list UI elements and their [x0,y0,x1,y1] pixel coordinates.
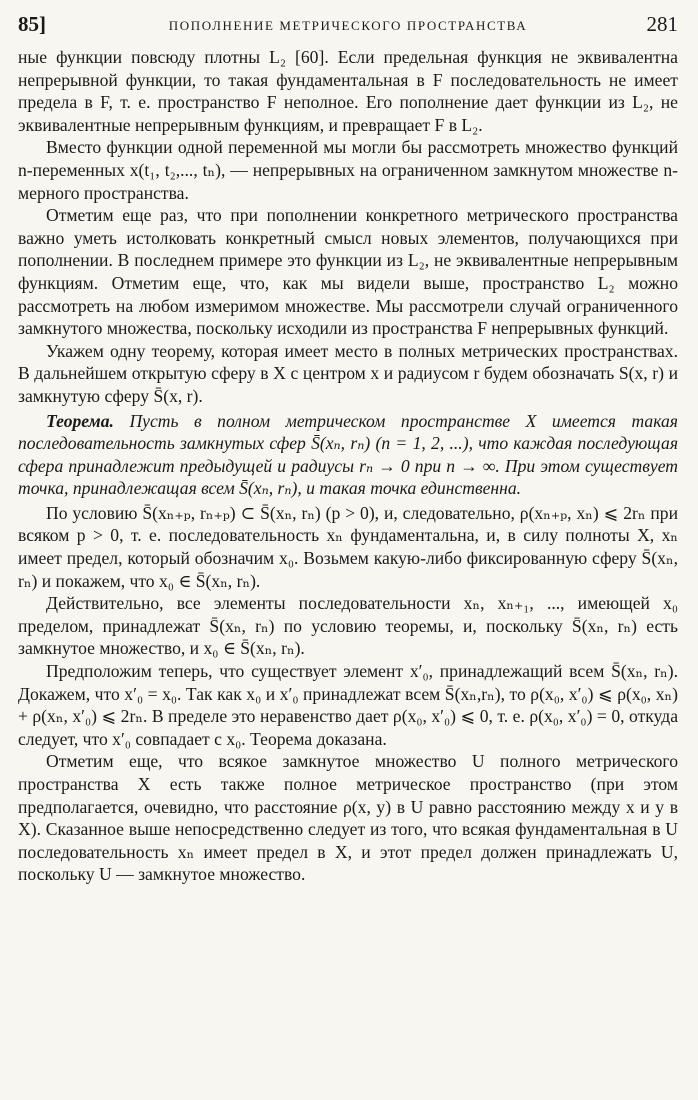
paragraph-closed-subset: Отметим еще, что всякое замкнутое множество U полного метрического пространства X есть также полное метрическое пространство (при этом предполагается, очевидно, что расстояние ρ(x, y) в U равно расстоянию между x и y в X). Сказанное выше непосредственно следует из того, что всякая фундаментальная в U последовательность xₙ имеет предел в X, и этот предел должен принадлежать U, поскольку U — замкнутое множество. [18,751,678,885]
page-header [18,10,678,46]
page-number: 281 [646,12,678,36]
paragraph-completion-meaning: Отметим еще раз, что при пополнении конкретного метрического пространства важно уметь истолковать конкретный смысл новых элементов, получающихся при пополнении. В последнем примере это функции из L₂, не эквивалентные непрерывным функциям. Отметим еще, что, как мы видели выше, пространство L₂ можно рассмотреть на любом измеримом множестве. Мы рассмотрели случай ограниченного замкнутого множества, поскольку исходили из пространства F непрерывных функций. [18,205,678,339]
theorem-block [18,410,678,500]
paragraph-sphere-notation: Укажем одну теорему, которая имеет место в полных метрических пространствах. В дальнейшем открытую сферу в X с центром x и радиусом r будем обозначать S(x, r) и замкнутую сферу S̄(x, r). [18,340,678,406]
section-number: 85] [18,12,46,36]
paragraph-continuation: ные функции повсюду плотны L₂ [60]. Если предельная функция не эквивалентна непрерывной функции, то такая фундаментальная в F последовательность не имеет предела в F, т. е. пространство F неполное. Его пополнение дает функции из L₂, не эквивалентные непрерывным функциям, и превращает F в L₂. [18,47,678,135]
running-title: ПОПОЛНЕНИЕ МЕТРИЧЕСКОГО ПРОСТРАНСТВА [168,18,528,33]
paragraph-n-variables: Вместо функции одной переменной мы могли бы рассмотреть множество функций n-переменных x(t₁, t₂,..., tₙ), — непрерывных на ограниченном замкнутом множестве n-мерного пространства. [18,137,678,203]
proof-paragraph-limit: По условию S̄(xₙ₊ₚ, rₙ₊ₚ) ⊂ S̄(xₙ, rₙ) (p > 0), и, следовательно, ρ(xₙ₊ₚ, xₙ) ⩽ 2rₙ при всяком p > 0, т. е. последовательность xₙ фундаментальна, и, в силу полноты X, xₙ имеет предел, который обозначим x₀. Возьмем какую-либо фиксированную сферу S̄(xₙ, rₙ) и покажем, что x₀ ∈ S̄(xₙ, rₙ). [18,502,678,591]
theorem-label: Теорема. [46,410,114,431]
theorem-statement: Пусть в полном метрическом пространстве X имеется такая последовательность замкнутых сфер S̄(xₙ, rₙ) (n = 1, 2, ...), что каждая последующая сфера принадлежит предыдущей и радиусы rₙ → 0 при n → ∞. При этом существует точка, принадлежащая всем S̄(xₙ, rₙ), и такая точка единственна. [18,410,678,499]
proof-paragraph-membership: Действительно, все элементы последовательности xₙ, xₙ₊₁, ..., имеющей x₀ пределом, принадлежат S̄(xₙ, rₙ) по условию теоремы, и, поскольку S̄(xₙ, rₙ) есть замкнутое множество, и x₀ ∈ S̄(xₙ, rₙ). [18,593,678,659]
proof-paragraph-uniqueness: Предположим теперь, что существует элемент x′₀, принадлежащий всем S̄(xₙ, rₙ). Докажем, что x′₀ = x₀. Так как x₀ и x′₀ принадлежат всем S̄(xₙ,rₙ), то ρ(x₀, x′₀) ⩽ ρ(x₀, xₙ) + ρ(xₙ, x′₀) ⩽ 2rₙ. В пределе это неравенство дает ρ(x₀, x′₀) ⩽ 0, т. е. ρ(x₀, x′₀) = 0, откуда следует, что x′₀ совпадает с x₀. Теорема доказана. [18,661,678,749]
page-body [18,46,678,886]
